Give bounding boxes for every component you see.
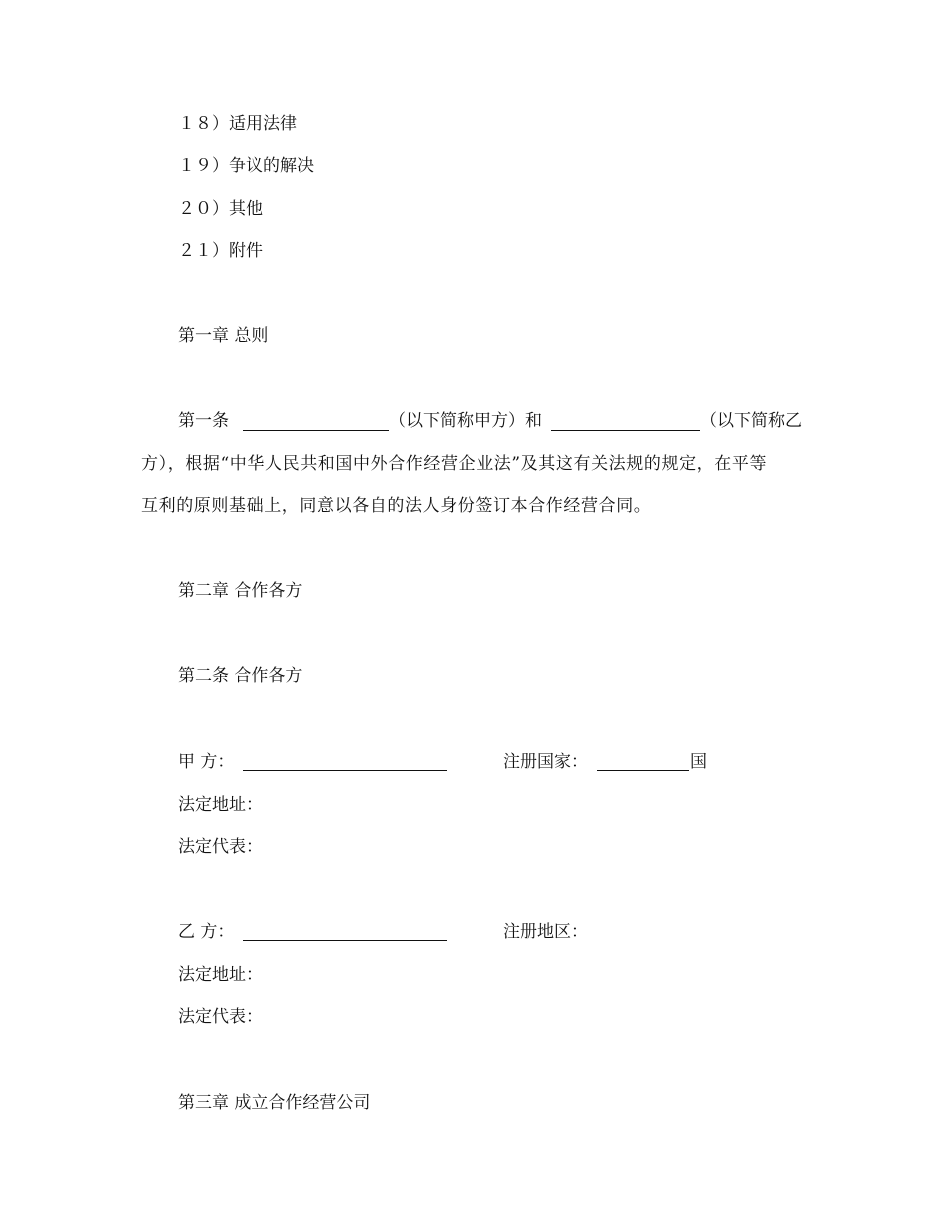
chapter-3-heading: 第三章 成立合作经营公司 bbox=[178, 1093, 371, 1113]
party-b-label: 乙 方： bbox=[178, 922, 235, 942]
toc-item-18 bbox=[178, 112, 297, 136]
chapter-1-heading: 第一章 总则 bbox=[178, 326, 269, 346]
toc-item-number: １９） bbox=[178, 156, 229, 176]
toc-item-label: 其他 bbox=[229, 199, 263, 219]
party-b-rep-label: 法定代表： bbox=[178, 1007, 263, 1027]
toc-item-number: １８） bbox=[178, 114, 229, 134]
party-a-name-blank[interactable] bbox=[243, 430, 389, 431]
article-1-part-b: （以下简称乙 bbox=[700, 411, 802, 431]
party-a-country-suffix: 国 bbox=[690, 752, 707, 772]
toc-item-label: 附件 bbox=[229, 241, 263, 261]
party-b-region-label: 注册地区： bbox=[503, 922, 588, 942]
article-1-line-3: 互利的原则基础上，同意以各自的法人身份签订本合作经营合同。 bbox=[141, 496, 652, 516]
party-a-label: 甲 方： bbox=[178, 752, 235, 772]
article-1-line-2: 方），根据“中华人民共和国中外合作经营企业法”及其这有关法规的规定，在平等 bbox=[141, 454, 768, 474]
party-a-rep-label: 法定代表： bbox=[178, 837, 263, 857]
chapter-2-heading: 第二章 合作各方 bbox=[178, 581, 303, 601]
toc-item-number: ２０） bbox=[178, 199, 229, 219]
article-1-part-a: （以下简称甲方）和 bbox=[389, 411, 542, 431]
party-a-blank[interactable] bbox=[243, 770, 447, 771]
article-2-heading: 第二条 合作各方 bbox=[178, 666, 303, 686]
party-b-name-blank[interactable] bbox=[551, 430, 700, 431]
party-a-country-blank[interactable] bbox=[597, 770, 689, 771]
article-1-label: 第一条 bbox=[178, 411, 229, 431]
toc-item-label: 适用法律 bbox=[229, 114, 297, 134]
party-a-country-label: 注册国家： bbox=[503, 752, 588, 772]
party-a-address-label: 法定地址： bbox=[178, 795, 263, 815]
toc-item-21 bbox=[178, 239, 263, 263]
toc-item-20 bbox=[178, 197, 263, 221]
party-b-blank[interactable] bbox=[243, 940, 447, 941]
toc-item-19 bbox=[178, 154, 314, 178]
toc-item-label: 争议的解决 bbox=[229, 156, 314, 176]
party-b-address-label: 法定地址： bbox=[178, 965, 263, 985]
toc-item-number: ２１） bbox=[178, 241, 229, 261]
